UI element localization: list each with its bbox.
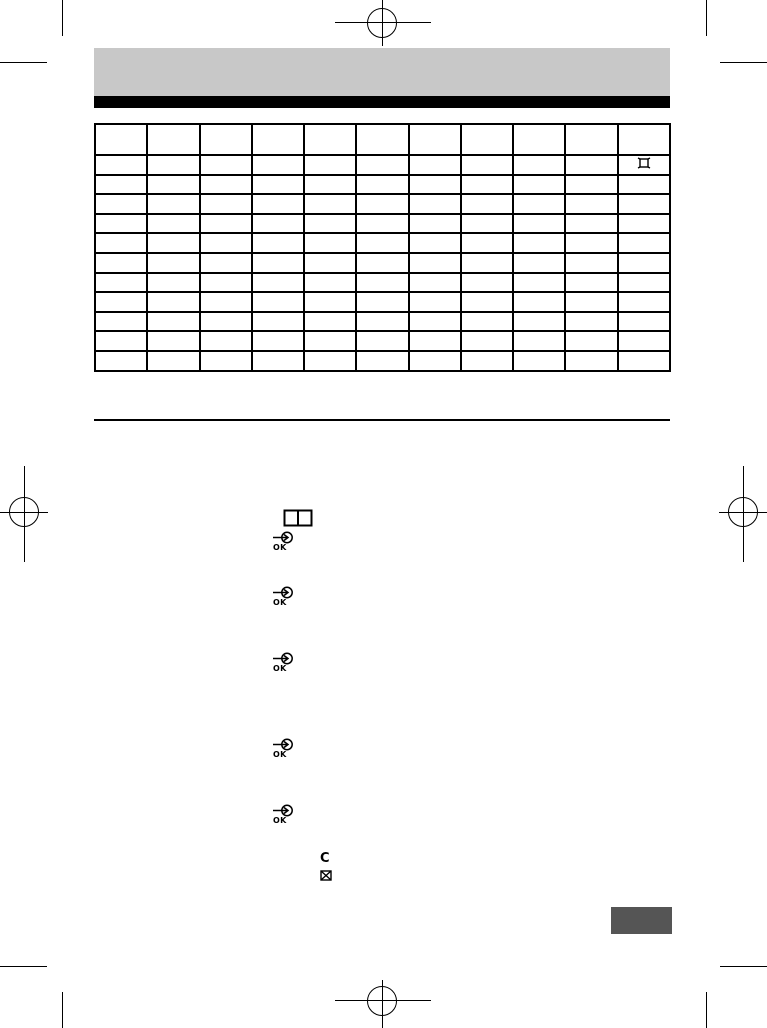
table-cell	[356, 175, 408, 195]
ok-label: OK	[273, 598, 287, 607]
table-cell	[200, 124, 252, 155]
table-cell	[409, 253, 461, 273]
table-cell	[618, 214, 670, 234]
table-cell	[618, 194, 670, 214]
table-cell	[461, 253, 513, 273]
table-cell	[513, 253, 565, 273]
table-cell	[95, 273, 147, 293]
table-cell	[304, 233, 356, 253]
table-cell	[461, 312, 513, 332]
table-cell	[304, 253, 356, 273]
table-cell	[461, 124, 513, 155]
table-cell	[409, 273, 461, 293]
cross-hatch-icon	[637, 158, 651, 172]
table-cell	[618, 253, 670, 273]
table-row	[95, 124, 670, 155]
table-cell	[513, 273, 565, 293]
table-cell	[147, 155, 199, 175]
table-cell	[200, 292, 252, 312]
header-band	[94, 48, 670, 96]
table-cell	[461, 331, 513, 351]
table-cell	[461, 292, 513, 312]
table-row	[95, 233, 670, 253]
table-cell	[565, 292, 617, 312]
table-row	[95, 175, 670, 195]
table-cell	[95, 351, 147, 371]
table-cell	[565, 233, 617, 253]
ok-label: OK	[273, 543, 287, 552]
table-cell	[304, 351, 356, 371]
header-bar	[94, 96, 670, 108]
table-cell	[618, 273, 670, 293]
table-cell	[95, 312, 147, 332]
table-cell	[304, 214, 356, 234]
table-cell	[565, 312, 617, 332]
table-cell	[618, 331, 670, 351]
table-cell	[618, 233, 670, 253]
table-cell	[565, 175, 617, 195]
table-cell	[95, 233, 147, 253]
table-cell	[565, 124, 617, 155]
table-cell	[409, 312, 461, 332]
phonebook-icon	[283, 509, 313, 531]
table-cell	[252, 155, 304, 175]
table-cell	[461, 214, 513, 234]
table-cell	[409, 124, 461, 155]
ok-label: OK	[273, 750, 287, 759]
table-cell	[200, 194, 252, 214]
ok-enter-icon	[271, 586, 297, 608]
table-cell	[461, 155, 513, 175]
table-cell	[618, 155, 670, 175]
table-cell	[356, 214, 408, 234]
table-row	[95, 155, 670, 175]
table-cell	[356, 155, 408, 175]
table-cell	[618, 351, 670, 371]
table-cell	[147, 233, 199, 253]
table-cell	[304, 273, 356, 293]
table-cell	[513, 214, 565, 234]
table-cell	[304, 155, 356, 175]
table-cell	[252, 273, 304, 293]
table-cell	[147, 175, 199, 195]
table-cell	[252, 312, 304, 332]
ok-enter-icon	[271, 804, 297, 826]
table-row	[95, 312, 670, 332]
table-cell	[147, 214, 199, 234]
table-cell	[356, 273, 408, 293]
delete-icon	[320, 866, 332, 885]
table-cell	[461, 175, 513, 195]
table-cell	[304, 124, 356, 155]
table-cell	[409, 214, 461, 234]
table-row	[95, 253, 670, 273]
table-cell	[513, 233, 565, 253]
table-cell	[461, 351, 513, 371]
table-cell	[304, 312, 356, 332]
table-cell	[513, 155, 565, 175]
table-cell	[461, 233, 513, 253]
table-cell	[461, 273, 513, 293]
ok-label: OK	[273, 816, 287, 825]
table-cell	[200, 155, 252, 175]
table-cell	[147, 194, 199, 214]
ok-enter-icon	[271, 738, 297, 760]
table-cell	[95, 292, 147, 312]
table-cell	[618, 175, 670, 195]
table-cell	[565, 155, 617, 175]
character-table	[94, 123, 671, 372]
table-cell	[95, 124, 147, 155]
table-row	[95, 292, 670, 312]
table-cell	[409, 351, 461, 371]
table-cell	[304, 175, 356, 195]
table-cell	[356, 124, 408, 155]
table-cell	[147, 331, 199, 351]
table-cell	[356, 331, 408, 351]
table-cell	[147, 351, 199, 371]
table-row	[95, 194, 670, 214]
table-cell	[95, 194, 147, 214]
table-row	[95, 214, 670, 234]
table-cell	[513, 194, 565, 214]
table-cell	[147, 273, 199, 293]
table-cell	[409, 175, 461, 195]
table-cell	[513, 331, 565, 351]
table-cell	[409, 292, 461, 312]
table-cell	[147, 312, 199, 332]
table-cell	[565, 214, 617, 234]
table-cell	[356, 292, 408, 312]
table-cell	[200, 214, 252, 234]
table-cell	[356, 312, 408, 332]
table-cell	[356, 233, 408, 253]
table-cell	[409, 194, 461, 214]
table-cell	[409, 331, 461, 351]
table-cell	[356, 351, 408, 371]
clear-key-icon: C	[320, 851, 330, 866]
table-cell	[304, 292, 356, 312]
table-cell	[252, 233, 304, 253]
table-cell	[304, 331, 356, 351]
table-cell	[356, 253, 408, 273]
table-cell	[565, 351, 617, 371]
table-cell	[252, 214, 304, 234]
table-row	[95, 273, 670, 293]
page-number-tab	[611, 907, 672, 934]
table-cell	[304, 194, 356, 214]
table-cell	[200, 312, 252, 332]
table-cell	[513, 351, 565, 371]
table-cell	[618, 292, 670, 312]
table-cell	[565, 273, 617, 293]
table-cell	[200, 351, 252, 371]
table-row	[95, 351, 670, 371]
table-cell	[618, 124, 670, 155]
table-cell	[252, 351, 304, 371]
section-divider	[94, 419, 670, 421]
table-cell	[200, 273, 252, 293]
table-cell	[95, 253, 147, 273]
ok-enter-icon	[271, 531, 297, 553]
table-cell	[252, 175, 304, 195]
table-cell	[95, 331, 147, 351]
table-cell	[95, 175, 147, 195]
table-cell	[200, 331, 252, 351]
table-cell	[513, 175, 565, 195]
table-cell	[565, 194, 617, 214]
table-row	[95, 331, 670, 351]
table-cell	[565, 253, 617, 273]
table-cell	[356, 194, 408, 214]
table-cell	[252, 194, 304, 214]
table-cell	[513, 312, 565, 332]
table-cell	[147, 253, 199, 273]
table-cell	[565, 331, 617, 351]
table-cell	[461, 194, 513, 214]
table-cell	[409, 155, 461, 175]
table-cell	[252, 331, 304, 351]
table-cell	[147, 292, 199, 312]
table-cell	[252, 124, 304, 155]
table-cell	[95, 155, 147, 175]
table-cell	[200, 253, 252, 273]
table-cell	[95, 214, 147, 234]
table-cell	[513, 292, 565, 312]
table-cell	[200, 175, 252, 195]
ok-enter-icon	[271, 652, 297, 674]
table-cell	[252, 253, 304, 273]
table-cell	[252, 292, 304, 312]
ok-label: OK	[273, 664, 287, 673]
table-cell	[200, 233, 252, 253]
table-cell	[409, 233, 461, 253]
table-cell	[618, 312, 670, 332]
table-cell	[513, 124, 565, 155]
table-cell	[147, 124, 199, 155]
